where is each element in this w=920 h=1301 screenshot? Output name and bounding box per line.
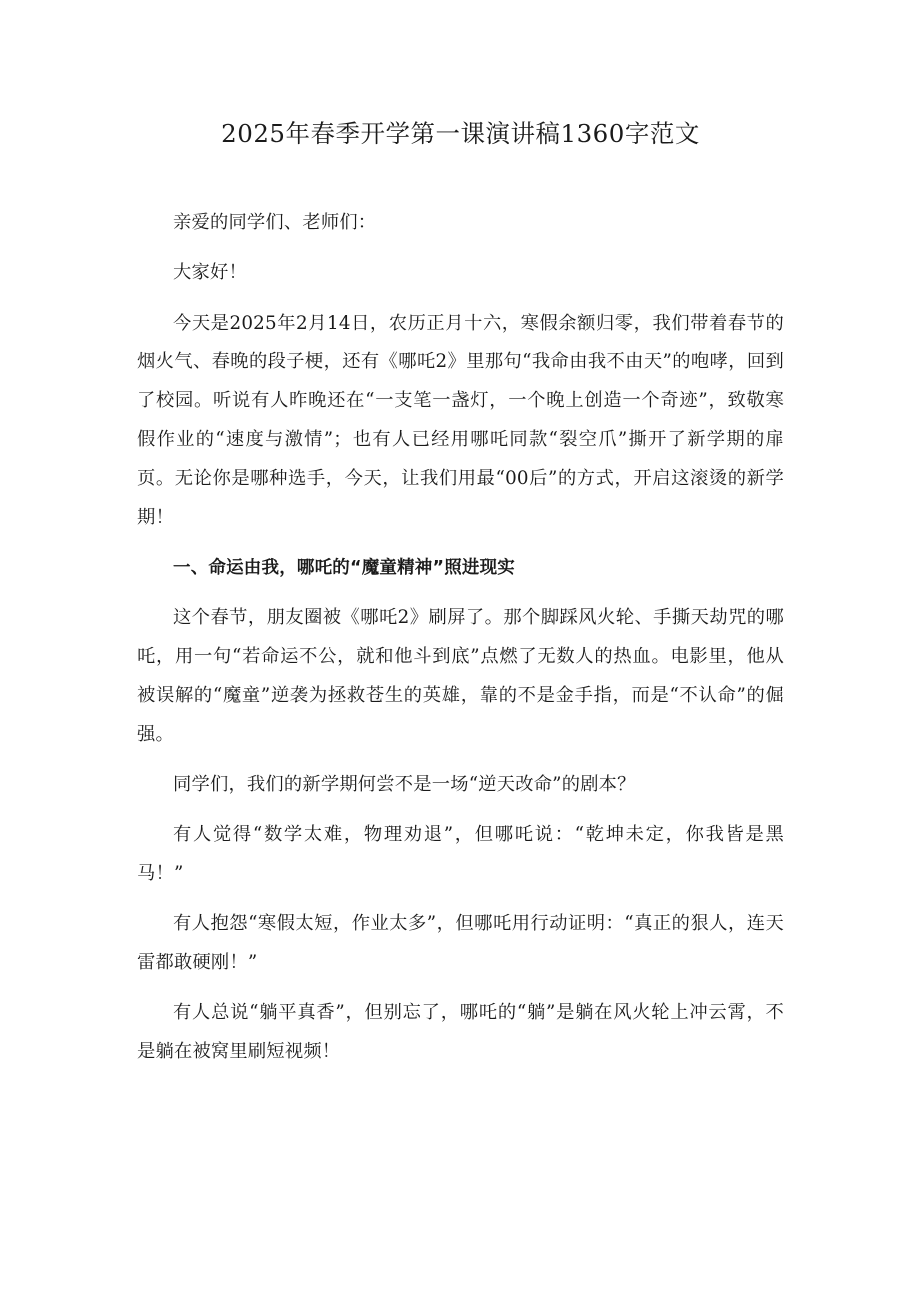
intro-paragraph: 今天是2025年2月14日，农历正月十六，寒假余额归零，我们带着春节的烟火气、春晚的段子梗，还有《哪吒2》里那句“我命由我不由天”的咆哮，回到了校园。听说有人昨晚还在“一支笔一盏灯，一个晚上创造一个奇迹”，致敬寒假作业的“速度与激情”；也有人已经用哪吒同款“裂空爪”撕开了新学期的扉页。无论你是哪种选手，今天，让我们用最“00后”的方式，开启这滚烫的新学期！	[137, 312, 784, 528]
body-paragraph: 有人抱怨“寒假太短，作业太多”，但哪吒用行动证明：“真正的狠人，连天雷都敢硬刚！”	[137, 913, 784, 974]
body-paragraph: 有人觉得“数学太难，物理劝退”，但哪吒说：“乾坤未定，你我皆是黑马！”	[137, 824, 784, 884]
document-body	[137, 204, 784, 1072]
body-paragraph: 有人总说“躺平真香”，但别忘了，哪吒的“躺”是躺在风火轮上冲云霄，不是躺在被窝里刷短视频！	[137, 1002, 784, 1063]
section-heading-1: 一、命运由我，哪吒的“魔童精神”照进现实	[173, 557, 516, 578]
greeting: 大家好！	[173, 262, 247, 284]
salutation: 亲爱的同学们、老师们：	[173, 212, 377, 233]
body-paragraph: 同学们，我们的新学期何尝不是一场“逆天改命”的剧本？	[173, 773, 636, 795]
document-title: 2025年春季开学第一课演讲稿1360字范文	[221, 119, 700, 148]
body-paragraph: 这个春节，朋友圈被《哪吒2》刷屏了。那个脚踩风火轮、手撕天劫咒的哪吒，用一句“若命运不公，就和他斗到底”点燃了无数人的热血。电影里，他从被误解的“魔童”逆袭为拯救苍生的英雄，靠的不是金手指，而是“不认命”的倔强。	[137, 607, 784, 745]
